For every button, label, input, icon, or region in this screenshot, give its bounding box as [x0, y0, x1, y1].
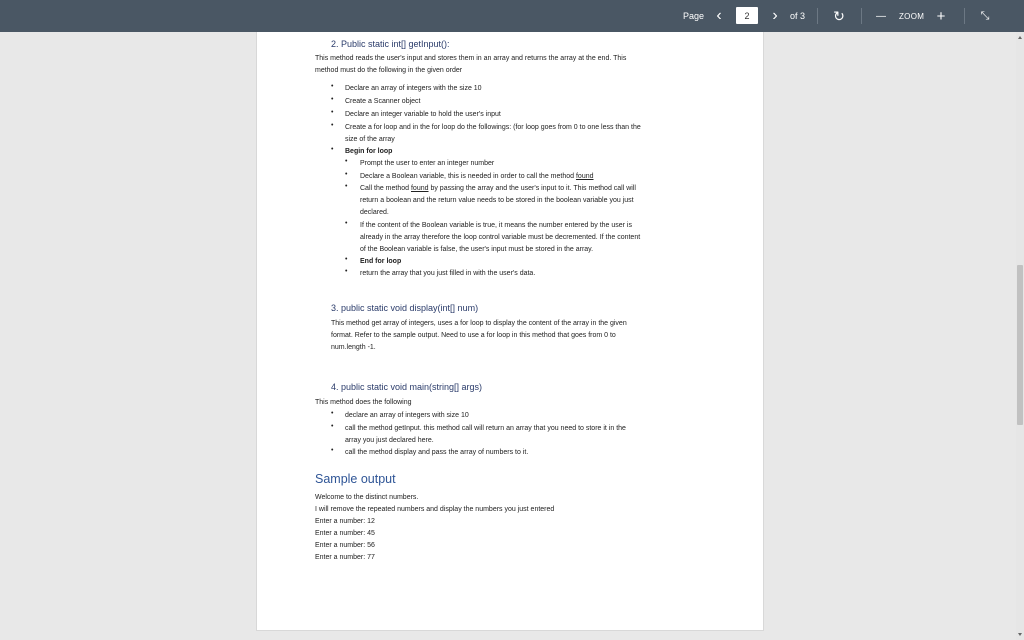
- section-2-description: This method reads the user's input and stores them in an array and returns the array at the end. This: [315, 55, 627, 62]
- section-2-title: 2. Public static int[] getInput():: [331, 39, 450, 49]
- section-3-description: This method get array of integers, uses a for loop to display the content of the array in the given: [331, 320, 627, 327]
- vertical-scrollbar[interactable]: [1016, 32, 1024, 640]
- sub-list-item: End for loop: [360, 258, 402, 265]
- sub-list-item-continued: already in the array therefore the loop control variable must be decremented. If the content: [360, 234, 641, 241]
- sub-list-item: Call the method found by passing the array and the user's input to it. This method call will: [360, 185, 636, 192]
- zoom-out-icon[interactable]: —: [876, 10, 886, 22]
- bullet-icon: •: [345, 158, 348, 165]
- sub-list-item-continued: of the Boolean variable is false, the user's input must be stored in the array.: [360, 246, 594, 253]
- document-page: [256, 32, 764, 631]
- bullet-icon: •: [345, 256, 348, 263]
- previous-page-icon[interactable]: ‹: [716, 7, 722, 24]
- bullet-icon: •: [331, 447, 334, 454]
- sub-list-item: Declare a Boolean variable, this is needed in order to call the method found: [360, 173, 594, 180]
- toolbar-divider: [861, 8, 862, 24]
- bullet-icon: •: [331, 96, 334, 103]
- bullet-icon: •: [331, 146, 334, 153]
- sample-output-line: Enter a number: 45: [315, 530, 375, 537]
- list-item: Begin for loop: [345, 148, 393, 155]
- bullet-icon: •: [345, 183, 348, 190]
- list-item: Create a for loop and in the for loop do the followings: (for loop goes from 0 to one less than the: [345, 124, 641, 131]
- sample-output-line: Enter a number: 12: [315, 518, 375, 525]
- sample-output-line: Enter a number: 77: [315, 554, 375, 561]
- bullet-icon: •: [331, 410, 334, 417]
- collapse-icon[interactable]: ⤡: [980, 9, 990, 22]
- list-item: call the method display and pass the array of numbers to it.: [345, 449, 529, 456]
- page-count-label: of 3: [790, 11, 806, 21]
- section-4-intro: This method does the following: [315, 399, 412, 406]
- bullet-icon: •: [345, 268, 348, 275]
- page-label: Page: [683, 11, 705, 21]
- zoom-label: ZOOM: [899, 11, 925, 21]
- scroll-up-icon[interactable]: [1018, 36, 1022, 39]
- page-number-input[interactable]: 2: [736, 7, 758, 24]
- sub-list-item-continued: declared.: [360, 209, 389, 216]
- section-2-description: method must do the following in the given order: [315, 67, 463, 74]
- section-3-description: format. Refer to the sample output. Need to use a for loop in this method that goes from 0 to: [331, 332, 616, 339]
- toolbar-divider: [817, 8, 818, 24]
- list-item-continued: array you just declared here.: [345, 437, 434, 444]
- bullet-icon: •: [331, 109, 334, 116]
- list-item-continued: size of the array: [345, 136, 395, 143]
- bullet-icon: •: [331, 83, 334, 90]
- list-item: call the method getInput. this method call will return an array that you need to store it in the: [345, 425, 626, 432]
- list-item: declare an array of integers with size 10: [345, 412, 469, 419]
- bullet-icon: •: [331, 122, 334, 129]
- list-item: Create a Scanner object: [345, 98, 421, 105]
- section-3-description: num.length -1.: [331, 344, 376, 351]
- toolbar-divider: [964, 8, 965, 24]
- list-item: Declare an integer variable to hold the user's input: [345, 111, 501, 118]
- sub-list-item: return the array that you just filled in with the user's data.: [360, 270, 536, 277]
- section-4-title: 4. public static void main(string[] args): [331, 382, 483, 392]
- scroll-thumb[interactable]: [1017, 265, 1023, 425]
- pdf-toolbar: [0, 0, 1024, 32]
- sub-list-item-continued: return a boolean and the return value needs to be stored in the boolean variable you just: [360, 197, 634, 204]
- rotate-icon[interactable]: ↻: [833, 7, 845, 24]
- bullet-icon: •: [331, 423, 334, 430]
- sample-output-line: Welcome to the distinct numbers.: [315, 494, 419, 501]
- sample-output-line: I will remove the repeated numbers and display the numbers you just entered: [315, 506, 555, 513]
- sample-output-line: Enter a number: 56: [315, 542, 375, 549]
- zoom-in-icon[interactable]: +: [936, 7, 946, 25]
- next-page-icon[interactable]: ›: [772, 7, 778, 24]
- sample-output-heading: Sample output: [315, 472, 396, 486]
- sub-list-item: If the content of the Boolean variable is true, it means the number entered by the user is: [360, 222, 632, 229]
- bullet-icon: •: [345, 220, 348, 227]
- section-3-title: 3. public static void display(int[] num): [331, 303, 479, 313]
- bullet-icon: •: [345, 171, 348, 178]
- scroll-down-icon[interactable]: [1018, 633, 1022, 636]
- sub-list-item: Prompt the user to enter an integer number: [360, 160, 495, 167]
- list-item: Declare an array of integers with the size 10: [345, 85, 482, 92]
